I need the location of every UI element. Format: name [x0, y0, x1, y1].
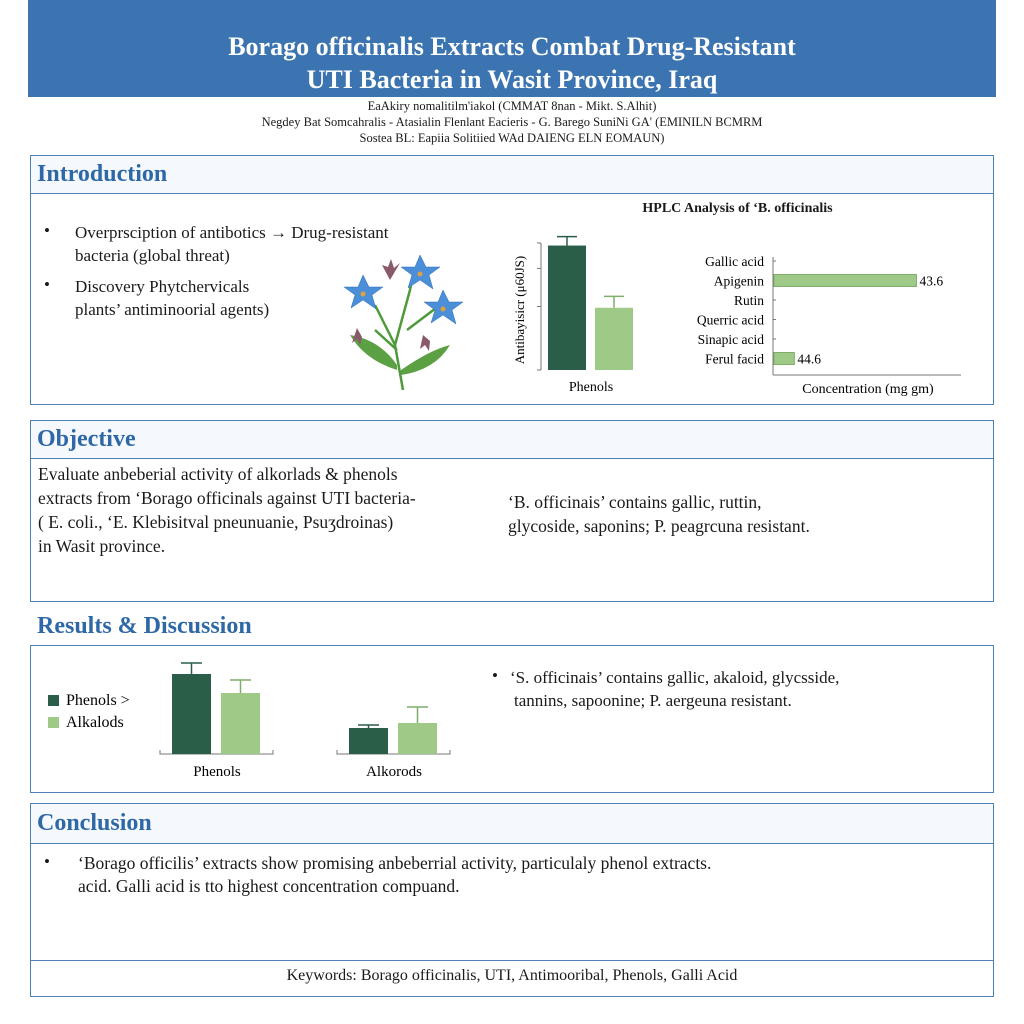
author-line: Sostea BL: Eapiia Solitiied WAd DAIENG ELN EOMAUN)	[359, 131, 665, 145]
y-tick-label: Querric acid	[696, 312, 764, 328]
activity-bar-chart	[500, 230, 650, 400]
bar-1	[774, 275, 916, 287]
divider	[31, 960, 993, 961]
bar-phenols	[548, 246, 586, 370]
text-line: glycoside, saponins; P. peagrcuna resistant.	[508, 516, 810, 536]
y-tick-label: Ferul facid	[705, 351, 764, 367]
text-line: extracts from ‘Borago officinals against UTI bacteria-	[38, 488, 416, 508]
section-title: Conclusion	[37, 810, 152, 836]
introduction-header	[31, 156, 993, 194]
text-line: ‘Borago officilis’ extracts show promising anbeberrial activity, particulaly phenol extracts.	[78, 853, 712, 873]
hplc-concentration-chart	[660, 245, 980, 400]
legend-swatch	[48, 717, 59, 728]
conclusion-header	[31, 804, 993, 844]
bullet-icon: •	[44, 852, 50, 871]
results-bar-chart	[32, 650, 472, 790]
text-line: tannins, sapoonine; P. aergeuna resistant.	[514, 691, 792, 710]
text-line: ( E. coli., ‘E. Klebisitval pneunuanie, Psuʒdroinas)	[38, 512, 394, 532]
borage-flower-illustration	[335, 250, 465, 395]
bullet-icon: •	[492, 666, 498, 685]
text-line: acid. Galli acid is tto highest concentration compuand.	[78, 876, 460, 896]
objective-header	[31, 421, 993, 459]
intro-bullet	[75, 275, 269, 321]
objective-side-note	[508, 490, 810, 538]
poster-title-banner	[28, 0, 996, 97]
bullet-icon: •	[44, 221, 50, 240]
bullet-icon: •	[44, 275, 50, 294]
bullet-text: Overprsciption of antibotics → Drug-resistant	[75, 223, 389, 242]
author-line: EaAkiry nomalitilm'iakol (CMMAT 8nan - Mikt. S.Alhit)	[367, 99, 657, 113]
bar-5	[774, 353, 794, 365]
author-line: Negdey Bat Somcahralis - Atasialin Flenlant Eacieris - G. Barego SuniNi GA' (EMINILN BCMRM	[261, 115, 763, 129]
results-title: Results & Discussion	[37, 613, 252, 639]
text-line: ‘B. officinais’ contains gallic, ruttin,	[508, 492, 762, 512]
text-line: in Wasit province.	[38, 536, 166, 556]
poster-title-line2: UTI Bacteria in Wasit Province, Iraq	[306, 65, 718, 94]
bullet-text: bacteria (global threat)	[75, 246, 230, 265]
x-tick-label: Phenols	[193, 764, 241, 780]
y-tick-label: Galliс acid	[705, 254, 764, 269]
objective-text	[38, 462, 416, 558]
bar-alkalods	[221, 693, 260, 754]
legend-label: Phenols >	[66, 692, 130, 709]
x-tick-label: Phenols	[568, 380, 614, 395]
text-line: Evaluate anbeberial activity of alkorlads & phenols	[38, 464, 398, 484]
keywords: Keywords: Borago officinalis, UTI, Antimooribal, Phenols, Galli Acid	[286, 967, 738, 984]
bullet-text: plants’ antiminoorial agents)	[75, 300, 270, 319]
section-title: Objective	[37, 426, 136, 452]
legend-label: Alkalods	[66, 714, 124, 731]
x-tick-label: Alkorods	[366, 764, 422, 780]
data-label: 44.6	[797, 351, 821, 367]
conclusion-bullet	[78, 852, 711, 898]
bar-alkalods	[398, 723, 437, 754]
legend-swatch	[48, 695, 59, 706]
x-axis-label: Concentration (mg gm)	[802, 382, 934, 397]
y-tick-label: Sinapic acid	[697, 332, 764, 347]
bar-alkalods	[595, 308, 633, 370]
y-tick-label: Rutin	[733, 293, 764, 308]
section-title: Introduction	[37, 161, 168, 187]
bar-phenols	[172, 674, 211, 754]
data-label: 43.6	[919, 273, 944, 289]
bar-phenols	[349, 728, 388, 754]
hplc-chart-title: HPLC Analysis of ‘B. officinalis	[642, 201, 833, 216]
text-line: ‘S. officinais’ contains gallic, akaloid, glycsside,	[510, 668, 840, 687]
poster-title-line1: Borago officinalis Extracts Combat Drug-Resistant	[228, 32, 796, 61]
bullet-text: Discovery Phytchervicals	[75, 277, 250, 296]
results-bullet	[510, 666, 839, 712]
y-axis-label: Antibayisicr (μ60JS)	[512, 255, 527, 365]
y-tick-label: Apigenin	[713, 273, 764, 289]
